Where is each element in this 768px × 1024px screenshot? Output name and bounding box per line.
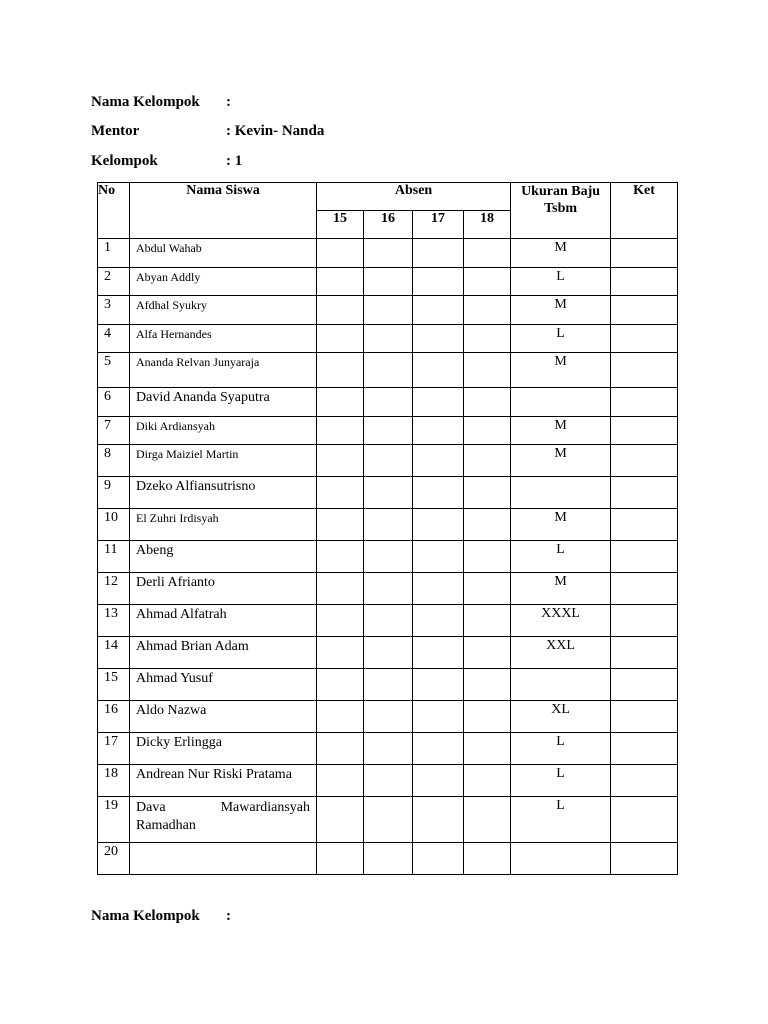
row-number: 10: [98, 509, 130, 541]
ket-cell: [611, 353, 678, 388]
col-header-day: 17: [413, 211, 464, 239]
table-row: [98, 353, 678, 388]
table-row: [98, 388, 678, 417]
student-name: Derli Afrianto: [130, 573, 317, 605]
student-name: Ahmad Yusuf: [130, 669, 317, 701]
attendance-cell: [413, 417, 464, 445]
nama-kelompok-value: :: [226, 94, 231, 110]
attendance-cell: [464, 477, 511, 509]
ket-cell: [611, 388, 678, 417]
mentor-row: [91, 123, 324, 140]
attendance-cell: [364, 445, 413, 477]
attendance-cell: [364, 733, 413, 765]
ket-cell: [611, 541, 678, 573]
shirt-size: M: [511, 353, 611, 388]
attendance-cell: [317, 239, 364, 268]
shirt-size: M: [511, 296, 611, 325]
attendance-cell: [317, 296, 364, 325]
attendance-cell: [464, 669, 511, 701]
attendance-cell: [317, 541, 364, 573]
attendance-cell: [317, 637, 364, 669]
nama-kelompok-row: [91, 94, 231, 111]
attendance-cell: [364, 637, 413, 669]
shirt-size: L: [511, 325, 611, 353]
attendance-cell: [364, 325, 413, 353]
attendance-cell: [364, 509, 413, 541]
attendance-cell: [464, 417, 511, 445]
attendance-cell: [464, 797, 511, 843]
student-name: [130, 843, 317, 875]
attendance-cell: [464, 843, 511, 875]
attendance-cell: [317, 843, 364, 875]
table-row: [98, 637, 678, 669]
ket-cell: [611, 445, 678, 477]
attendance-cell: [317, 733, 364, 765]
attendance-cell: [413, 477, 464, 509]
row-number: 9: [98, 477, 130, 509]
shirt-size: L: [511, 765, 611, 797]
shirt-size: XL: [511, 701, 611, 733]
nama-kelompok-label: Nama Kelompok: [91, 94, 200, 110]
footer-nama-kelompok-label: Nama Kelompok: [91, 908, 200, 924]
table-row: [98, 417, 678, 445]
attendance-cell: [364, 573, 413, 605]
student-name: Diki Ardiansyah: [130, 417, 317, 445]
row-number: 4: [98, 325, 130, 353]
ket-cell: [611, 765, 678, 797]
table-row: [98, 573, 678, 605]
table-row: [98, 765, 678, 797]
attendance-cell: [317, 268, 364, 296]
table-row: [98, 843, 678, 875]
attendance-cell: [413, 296, 464, 325]
student-name: Ananda Relvan Junyaraja: [130, 353, 317, 388]
col-header-day: 18: [464, 211, 511, 239]
student-name: David Ananda Syaputra: [130, 388, 317, 417]
ket-cell: [611, 701, 678, 733]
kelompok-row: [91, 153, 242, 170]
mentor-value: : Kevin- Nanda: [226, 123, 325, 139]
attendance-table: [97, 182, 678, 875]
student-name: Afdhal Syukry: [130, 296, 317, 325]
shirt-size: M: [511, 417, 611, 445]
attendance-cell: [413, 445, 464, 477]
attendance-cell: [317, 445, 364, 477]
col-header-day: 16: [364, 211, 413, 239]
student-name: Ahmad Alfatrah: [130, 605, 317, 637]
student-name: Alfa Hernandes: [130, 325, 317, 353]
attendance-cell: [413, 765, 464, 797]
attendance-cell: [317, 417, 364, 445]
table-row: [98, 445, 678, 477]
student-name: Dirga Maiziel Martin: [130, 445, 317, 477]
student-name: Abdul Wahab: [130, 239, 317, 268]
table-row: [98, 296, 678, 325]
ket-cell: [611, 417, 678, 445]
row-number: 20: [98, 843, 130, 875]
ket-cell: [611, 797, 678, 843]
row-number: 2: [98, 268, 130, 296]
attendance-cell: [464, 509, 511, 541]
attendance-cell: [464, 445, 511, 477]
row-number: 7: [98, 417, 130, 445]
col-header-absen: Absen: [317, 183, 511, 211]
attendance-cell: [413, 573, 464, 605]
row-number: 19: [98, 797, 130, 843]
attendance-cell: [464, 239, 511, 268]
shirt-size: M: [511, 509, 611, 541]
shirt-size: L: [511, 797, 611, 843]
attendance-cell: [464, 765, 511, 797]
attendance-cell: [464, 573, 511, 605]
attendance-cell: [364, 296, 413, 325]
attendance-cell: [464, 296, 511, 325]
attendance-cell: [464, 325, 511, 353]
student-name: Abeng: [130, 541, 317, 573]
row-number: 13: [98, 605, 130, 637]
kelompok-label: Kelompok: [91, 153, 158, 169]
ket-cell: [611, 325, 678, 353]
attendance-cell: [317, 477, 364, 509]
attendance-cell: [413, 605, 464, 637]
attendance-cell: [364, 541, 413, 573]
attendance-cell: [317, 388, 364, 417]
attendance-cell: [464, 353, 511, 388]
student-name: El Zuhri Irdisyah: [130, 509, 317, 541]
attendance-cell: [464, 268, 511, 296]
attendance-cell: [413, 701, 464, 733]
row-number: 15: [98, 669, 130, 701]
attendance-cell: [364, 669, 413, 701]
attendance-cell: [364, 353, 413, 388]
attendance-cell: [464, 637, 511, 669]
table-row: [98, 701, 678, 733]
attendance-cell: [364, 701, 413, 733]
attendance-cell: [413, 388, 464, 417]
attendance-cell: [317, 701, 364, 733]
attendance-cell: [317, 669, 364, 701]
attendance-cell: [364, 417, 413, 445]
shirt-size: L: [511, 541, 611, 573]
attendance-cell: [317, 605, 364, 637]
table-row: [98, 509, 678, 541]
ket-cell: [611, 605, 678, 637]
ket-cell: [611, 268, 678, 296]
table-row: [98, 239, 678, 268]
attendance-cell: [317, 509, 364, 541]
shirt-size: M: [511, 445, 611, 477]
student-name: Ahmad Brian Adam: [130, 637, 317, 669]
footer-nama-kelompok-row: [91, 908, 231, 925]
row-number: 5: [98, 353, 130, 388]
shirt-size: [511, 388, 611, 417]
ket-cell: [611, 477, 678, 509]
shirt-size: M: [511, 239, 611, 268]
attendance-cell: [413, 353, 464, 388]
attendance-cell: [413, 797, 464, 843]
shirt-size: [511, 477, 611, 509]
footer-nama-kelompok-value: :: [226, 908, 231, 924]
attendance-cell: [413, 637, 464, 669]
attendance-cell: [317, 797, 364, 843]
table-row: [98, 797, 678, 843]
student-name: Dicky Erlingga: [130, 733, 317, 765]
attendance-cell: [317, 353, 364, 388]
attendance-cell: [464, 388, 511, 417]
attendance-cell: [464, 605, 511, 637]
ket-cell: [611, 637, 678, 669]
student-name: Dzeko Alfiansutrisno: [130, 477, 317, 509]
attendance-cell: [364, 388, 413, 417]
attendance-cell: [364, 843, 413, 875]
student-name: Aldo Nazwa: [130, 701, 317, 733]
row-number: 11: [98, 541, 130, 573]
col-header-day: 15: [317, 211, 364, 239]
attendance-cell: [317, 573, 364, 605]
ket-cell: [611, 669, 678, 701]
row-number: 6: [98, 388, 130, 417]
attendance-cell: [364, 477, 413, 509]
row-number: 17: [98, 733, 130, 765]
attendance-cell: [464, 733, 511, 765]
col-header-nama: Nama Siswa: [130, 183, 317, 239]
row-number: 8: [98, 445, 130, 477]
ket-cell: [611, 573, 678, 605]
student-name: Andrean Nur Riski Pratama: [130, 765, 317, 797]
attendance-cell: [413, 325, 464, 353]
attendance-cell: [413, 669, 464, 701]
row-number: 1: [98, 239, 130, 268]
student-name: Dava Mawardiansyah Ramadhan: [130, 797, 317, 843]
shirt-size: XXXL: [511, 605, 611, 637]
table-row: [98, 541, 678, 573]
attendance-cell: [317, 325, 364, 353]
ket-cell: [611, 296, 678, 325]
attendance-cell: [364, 239, 413, 268]
attendance-cell: [364, 605, 413, 637]
table-row: [98, 605, 678, 637]
table-row: [98, 268, 678, 296]
attendance-cell: [364, 765, 413, 797]
attendance-cell: [464, 701, 511, 733]
shirt-size: [511, 843, 611, 875]
shirt-size: M: [511, 573, 611, 605]
attendance-cell: [464, 541, 511, 573]
attendance-cell: [413, 843, 464, 875]
attendance-cell: [413, 509, 464, 541]
shirt-size: L: [511, 268, 611, 296]
shirt-size: L: [511, 733, 611, 765]
mentor-label: Mentor: [91, 123, 140, 139]
table-row: [98, 733, 678, 765]
table-row: [98, 669, 678, 701]
attendance-cell: [364, 797, 413, 843]
table-row: [98, 477, 678, 509]
attendance-cell: [364, 268, 413, 296]
table-row: [98, 325, 678, 353]
col-header-ukuran: Ukuran Baju Tsbm: [511, 183, 611, 239]
ket-cell: [611, 733, 678, 765]
attendance-cell: [413, 268, 464, 296]
kelompok-value: : 1: [226, 153, 243, 169]
attendance-cell: [413, 541, 464, 573]
row-number: 16: [98, 701, 130, 733]
row-number: 14: [98, 637, 130, 669]
ket-cell: [611, 843, 678, 875]
ket-cell: [611, 239, 678, 268]
ket-cell: [611, 509, 678, 541]
shirt-size: [511, 669, 611, 701]
col-header-ket: Ket: [611, 183, 678, 239]
row-number: 12: [98, 573, 130, 605]
row-number: 18: [98, 765, 130, 797]
col-header-no: No: [98, 183, 130, 239]
attendance-cell: [413, 733, 464, 765]
row-number: 3: [98, 296, 130, 325]
attendance-cell: [413, 239, 464, 268]
student-name: Abyan Addly: [130, 268, 317, 296]
shirt-size: XXL: [511, 637, 611, 669]
attendance-cell: [317, 765, 364, 797]
